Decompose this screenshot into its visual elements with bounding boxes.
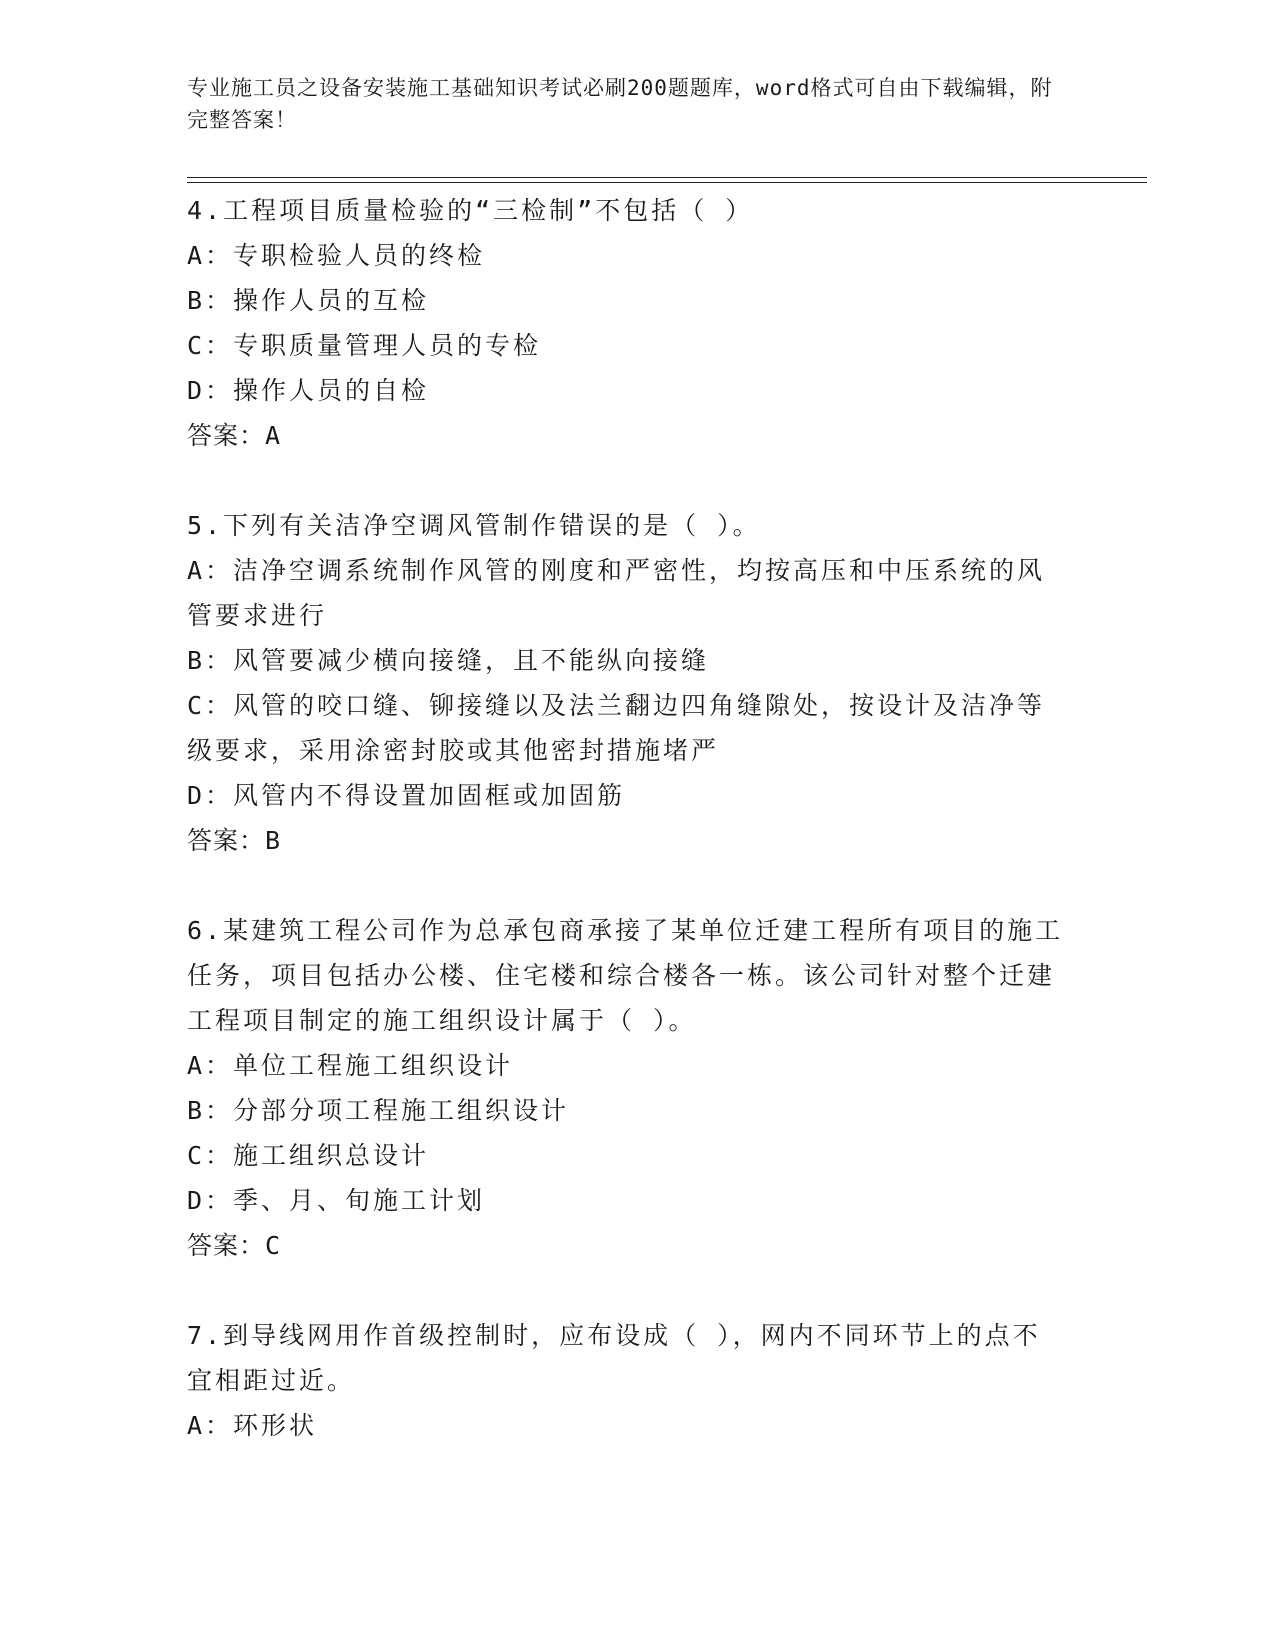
spacer [187, 863, 1067, 908]
option-a: A：专职检验人员的终检 [187, 241, 486, 270]
option-c: C：施工组织总设计 [187, 1141, 430, 1170]
header-rule-bottom [187, 182, 1147, 183]
question-4 [187, 188, 1067, 458]
option-a: A：单位工程施工组织设计 [187, 1051, 514, 1080]
answer-label: 答案： [187, 421, 266, 450]
option-c: C：专职质量管理人员的专检 [187, 331, 542, 360]
answer-value: C [265, 1231, 282, 1260]
header-rule-top [187, 177, 1147, 178]
question-5 [187, 503, 1067, 863]
option-c: C：风管的咬口缝、铆接缝以及法兰翻边四角缝隙处，按设计及洁净等级要求，采用涂密封胶或其他密封措施堵严 [187, 691, 1046, 765]
answer [187, 818, 1067, 863]
question-7 [187, 1313, 1067, 1448]
question-text: 5.下列有关洁净空调风管制作错误的是（ ）。 [187, 511, 761, 540]
document-header [187, 72, 1067, 136]
question-text: 6.某建筑工程公司作为总承包商承接了某单位迁建工程所有项目的施工任务，项目包括办公楼、住宅楼和综合楼各一栋。该公司针对整个迁建工程项目制定的施工组织设计属于（ ）。 [187, 916, 1064, 1035]
option-a: A：洁净空调系统制作风管的刚度和严密性，均按高压和中压系统的风管要求进行 [187, 556, 1046, 630]
option-b: B：分部分项工程施工组织设计 [187, 1096, 570, 1125]
question-list [187, 188, 1067, 1448]
question-text: 7.到导线网用作首级控制时，应布设成（ ），网内不同环节上的点不宜相距过近。 [187, 1321, 1041, 1395]
header-title: 专业施工员之设备安装施工基础知识考试必刷200题题库，word格式可自由下载编辑，附完整答案！ [187, 76, 1053, 132]
answer [187, 413, 1067, 458]
option-d: D：季、月、旬施工计划 [187, 1186, 486, 1215]
answer-value: B [265, 826, 282, 855]
question-6 [187, 908, 1067, 1268]
option-d: D：操作人员的自检 [187, 376, 430, 405]
spacer [187, 458, 1067, 503]
question-text: 4.工程项目质量检验的“三检制”不包括（ ） [187, 196, 754, 225]
spacer [187, 1268, 1067, 1313]
answer-label: 答案： [187, 826, 266, 855]
option-d: D：风管内不得设置加固框或加固筋 [187, 781, 626, 810]
option-a: A：环形状 [187, 1411, 318, 1440]
option-b: B：风管要减少横向接缝，且不能纵向接缝 [187, 646, 710, 675]
answer [187, 1223, 1067, 1268]
answer-value: A [265, 421, 282, 450]
answer-label: 答案： [187, 1231, 266, 1260]
option-b: B：操作人员的互检 [187, 286, 430, 315]
